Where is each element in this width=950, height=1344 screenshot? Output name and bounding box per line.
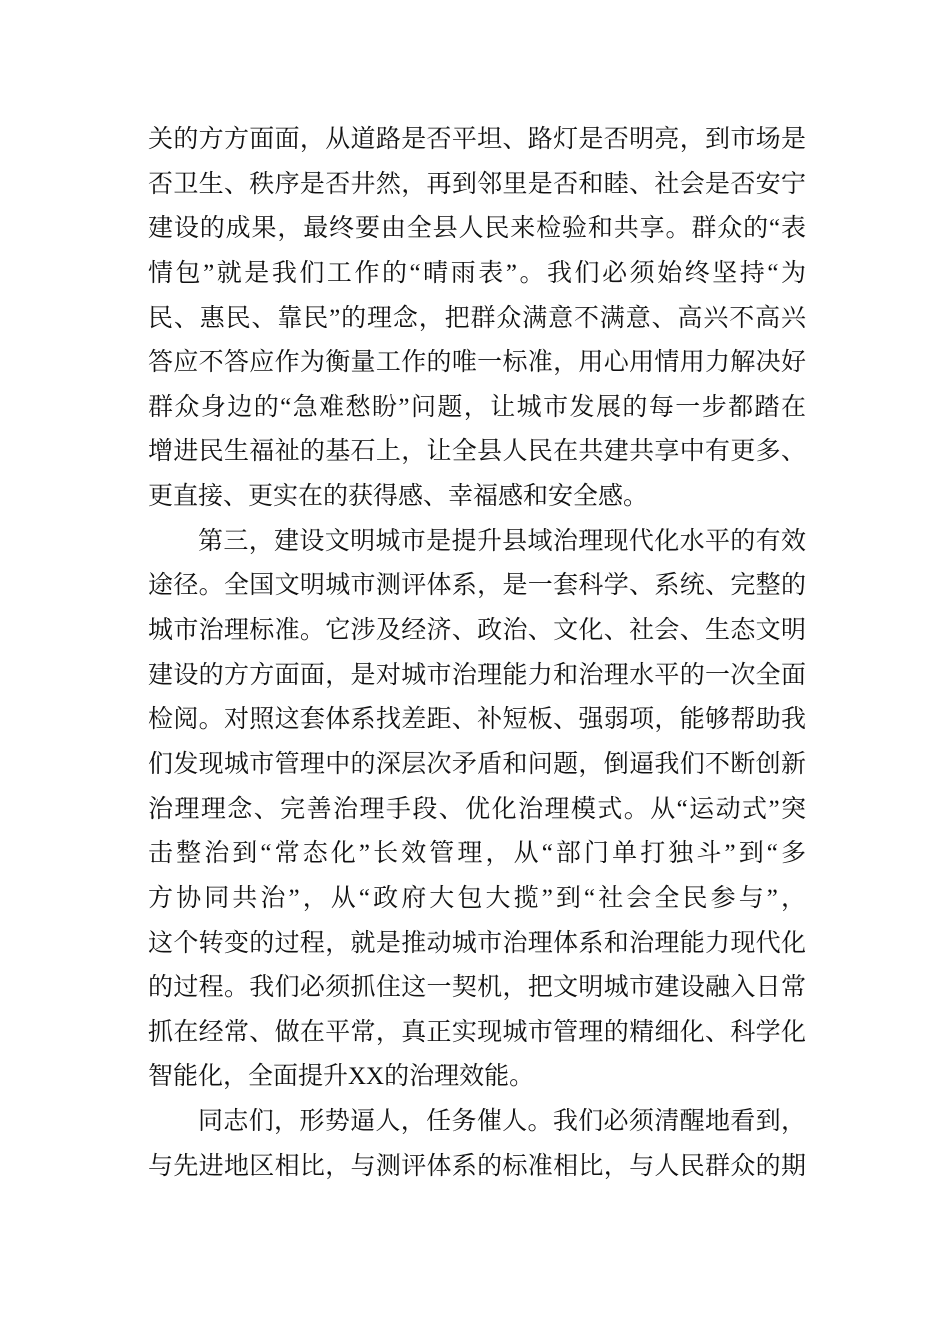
text-line: 答应不答应作为衡量工作的唯一标准，用心用情用力解决好 xyxy=(148,349,806,377)
text-line: 建设的成果，最终要由全县人民来检验和共享。群众的“表 xyxy=(148,215,806,243)
paragraph xyxy=(148,520,806,1100)
document-body xyxy=(148,118,806,1189)
text-line: 第三，建设文明城市是提升县域治理现代化水平的有效 xyxy=(198,527,806,555)
paragraph xyxy=(148,1100,806,1189)
text-line: 关的方方面面，从道路是否平坦、路灯是否明亮，到市场是 xyxy=(148,126,806,153)
text-line: 增进民生福祉的基石上，让全县人民在共建共享中有更多、 xyxy=(148,438,806,466)
text-line: 的过程。我们必须抓住这一契机，把文明城市建设融入日常 xyxy=(148,974,806,1002)
text-line: 们发现城市管理中的深层次矛盾和问题，倒逼我们不断创新 xyxy=(148,750,806,778)
text-line: 抓在经常、做在平常，真正实现城市管理的精细化、科学化 xyxy=(148,1018,806,1046)
paragraph xyxy=(148,118,806,520)
text-line: 途径。全国文明城市测评体系，是一套科学、系统、完整的 xyxy=(148,572,806,600)
text-line: 城市治理标准。它涉及经济、政治、文化、社会、生态文明 xyxy=(148,617,806,645)
text-line: 检阅。对照这套体系找差距、补短板、强弱项，能够帮助我 xyxy=(148,706,806,734)
text-line: 群众身边的“急难愁盼”问题，让城市发展的每一步都踏在 xyxy=(148,393,806,421)
text-line: 民、惠民、靠民”的理念，把群众满意不满意、高兴不高兴 xyxy=(148,304,806,332)
text-line: 建设的方方面面，是对城市治理能力和治理水平的一次全面 xyxy=(148,661,806,689)
text-line: 同志们，形势逼人，任务催人。我们必须清醒地看到， xyxy=(198,1108,806,1136)
text-line: 智能化，全面提升XX的治理效能。 xyxy=(148,1063,535,1091)
text-line: 否卫生、秩序是否井然，再到邻里是否和睦、社会是否安宁 xyxy=(148,170,806,198)
text-line: 击整治到“常态化”长效管理，从“部门单打独斗”到“多 xyxy=(148,840,806,868)
text-line: 情包”就是我们工作的“晴雨表”。我们必须始终坚持“为 xyxy=(148,259,806,287)
text-line: 更直接、更实在的获得感、幸福感和安全感。 xyxy=(148,483,649,511)
text-line: 方协同共治”，从“政府大包大揽”到“社会全民参与”， xyxy=(148,884,806,912)
text-line: 与先进地区相比，与测评体系的标准相比，与人民群众的期 xyxy=(148,1152,806,1180)
text-line: 治理理念、完善治理手段、优化治理模式。从“运动式”突 xyxy=(148,795,806,823)
text-line: 这个转变的过程，就是推动城市治理体系和治理能力现代化 xyxy=(148,929,806,957)
